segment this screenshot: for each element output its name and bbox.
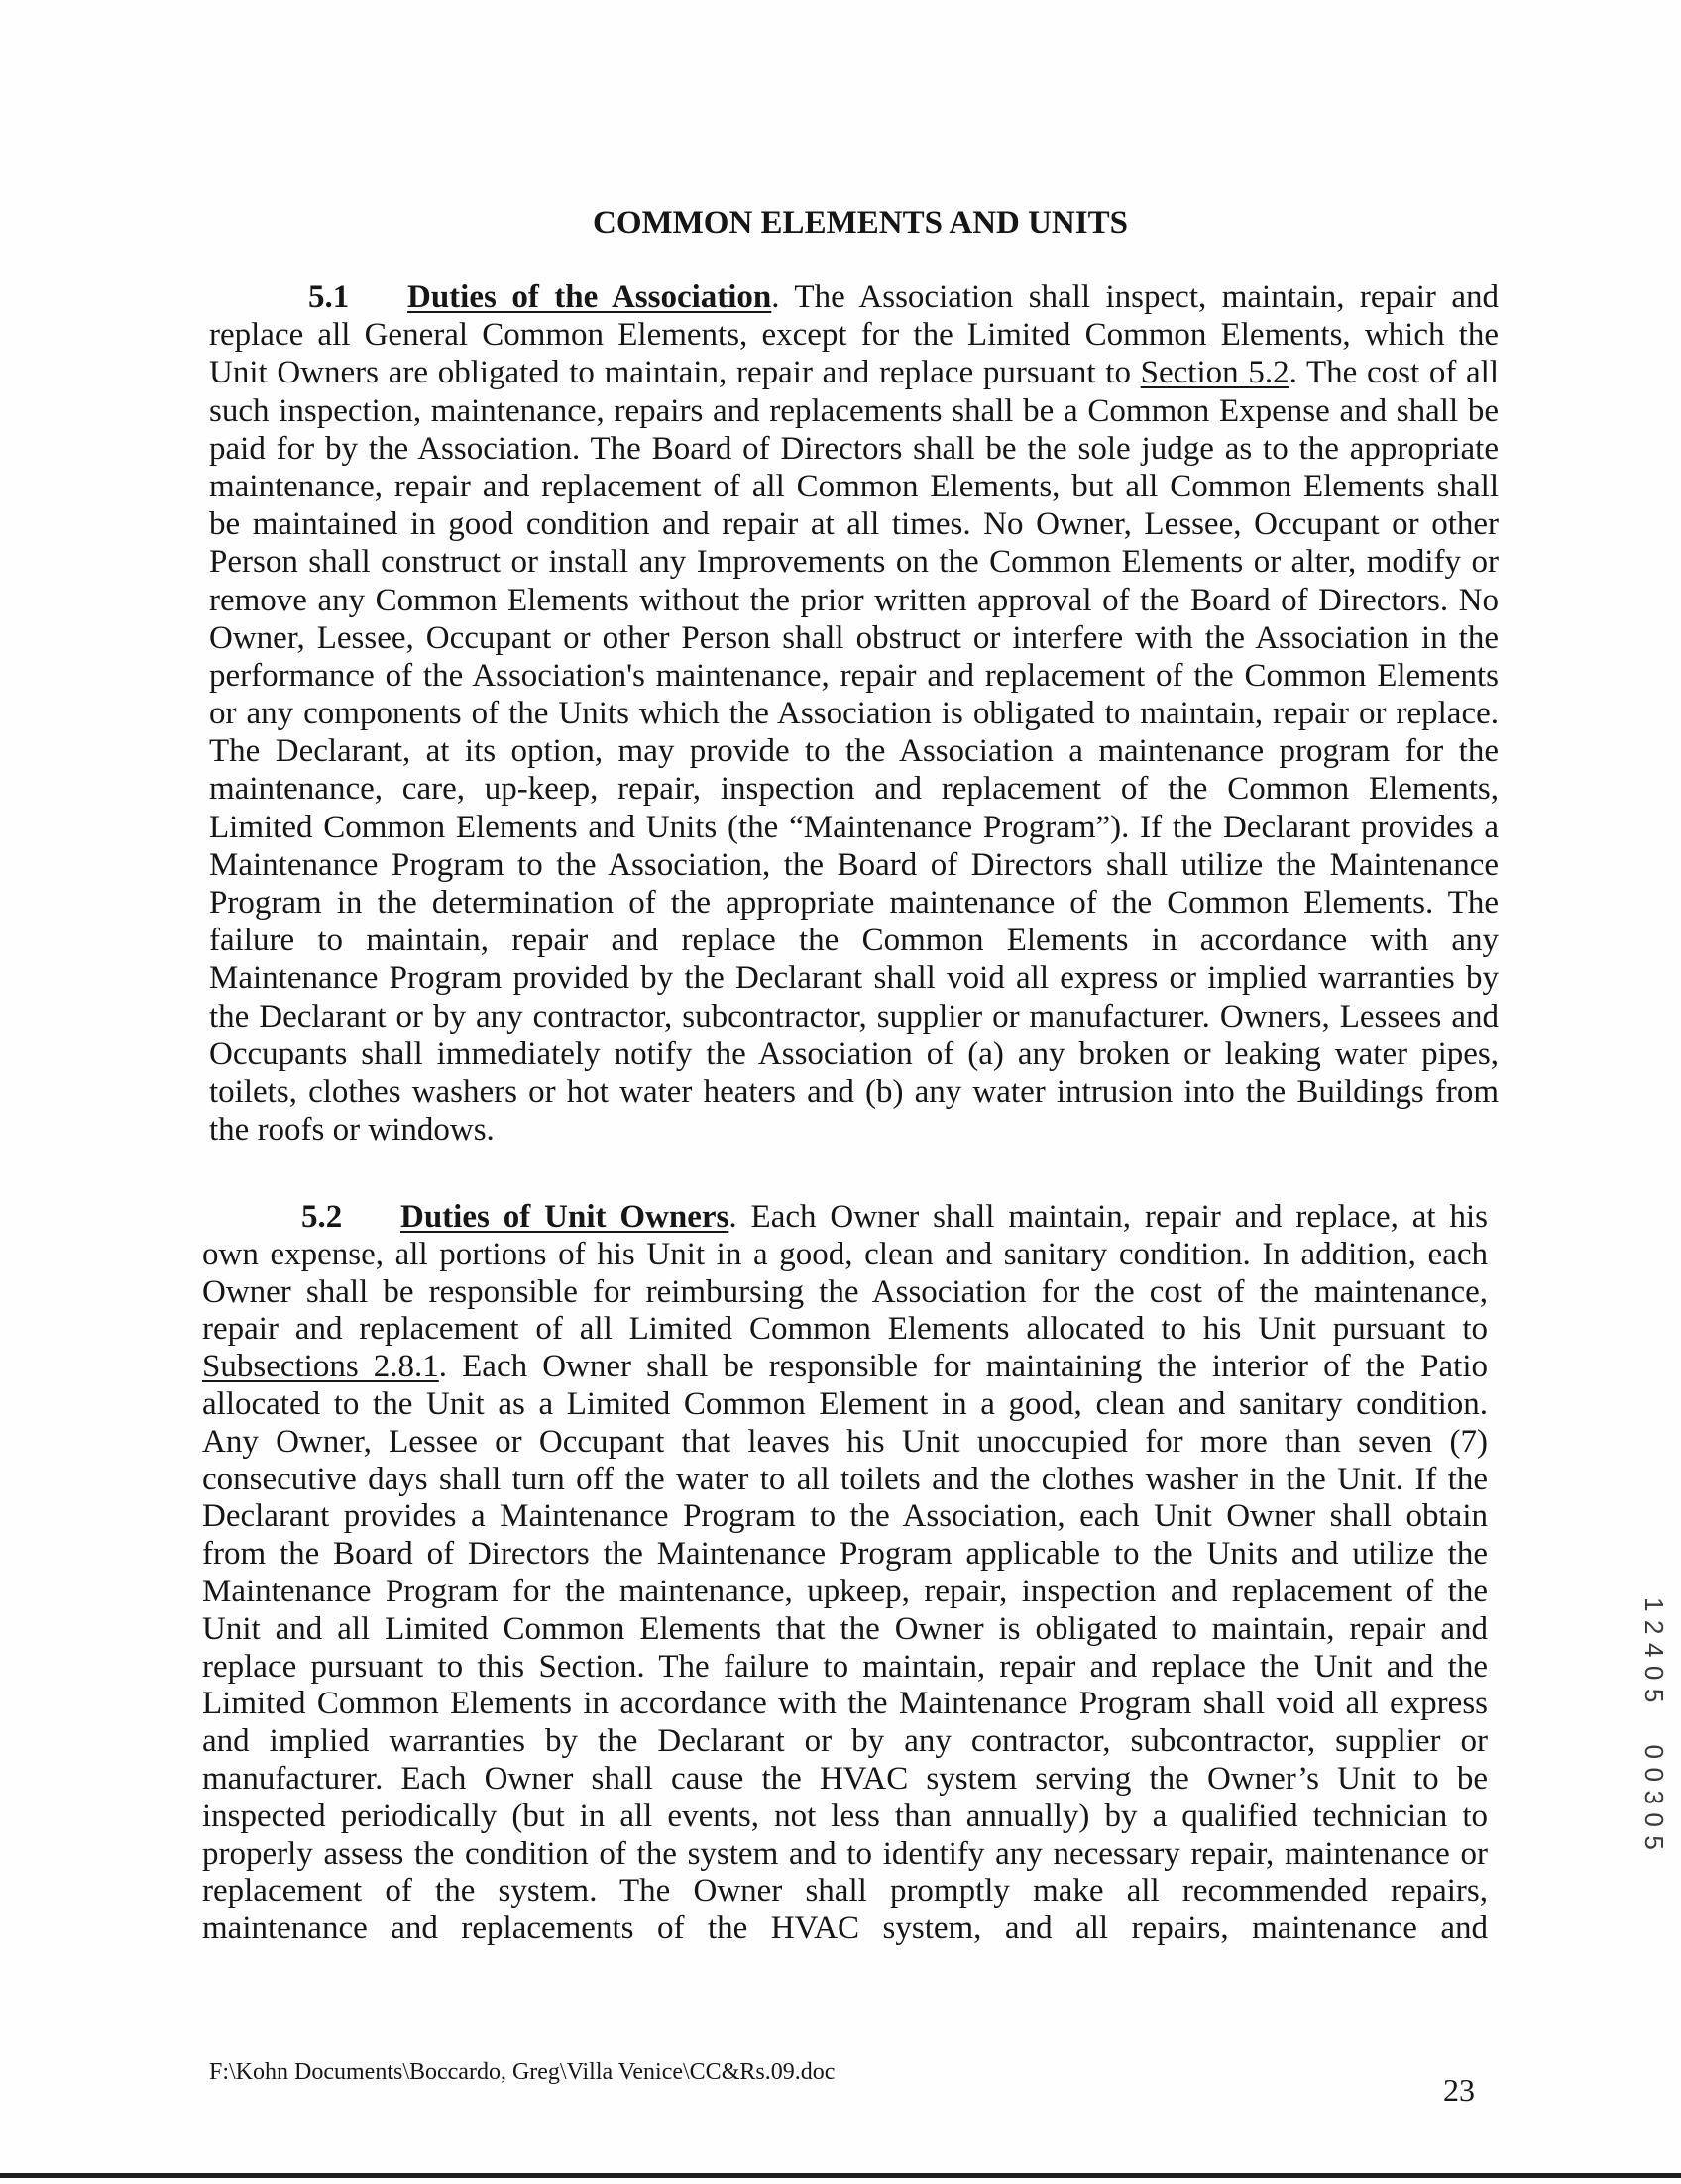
text-line: Maintenance Program for the maintenance, upkeep, repair, inspection and replacement of the [202,1573,1488,1609]
text-line: maintenance, repair and replacement of all Common Elements, but all Common Elements shall [209,468,1499,504]
text-line: Program in the determination of the appropriate maintenance of the Common Elements. The [209,885,1499,921]
text-line: Person shall construct or install any Improvements on the Common Elements or alter, modify or [209,544,1499,581]
text-run: . The cost of all [1289,355,1499,391]
text-line: remove any Common Elements without the prior written approval of the Board of Directors. No [209,582,1499,618]
text-line: the roofs or windows. [209,1112,495,1148]
text-line [202,1199,1488,1237]
text-line: replace pursuant to this Section. The failure to maintain, repair and replace the Unit and the [202,1648,1488,1685]
text-line: performance of the Association's maintenance, repair and replacement of the Common Elements [209,657,1499,694]
text-run: . Each Owner shall be responsible for maintaining the interior of the Patio [438,1349,1489,1385]
text-run: Unit Owners are obligated to maintain, repair and replace pursuant to [209,355,1141,391]
text-line [209,278,1499,316]
text-line: from the Board of Directors the Maintenance Program applicable to the Units and utilize the [202,1536,1488,1573]
text-line: The Declarant, at its option, may provide to the Association a maintenance program for the [209,733,1499,770]
section-5-2 [202,1199,1488,1948]
text-line: Any Owner, Lessee or Occupant that leaves his Unit unoccupied for more than seven (7) [202,1423,1488,1460]
text-line: Limited Common Elements and Units (the “Maintenance Program”). If the Declarant provides a [209,809,1499,845]
section-heading: Duties of Unit Owners [400,1199,729,1235]
text-line: Limited Common Elements in accordance with the Maintenance Program shall void all express [202,1686,1488,1722]
page-number: 23 [1443,2072,1475,2108]
text-line: own expense, all portions of his Unit in a good, clean and sanitary condition. In addition, each [202,1236,1488,1272]
recording-number-stamp: 12405 00305 [1639,1597,1669,1859]
text-line: and implied warranties by the Declarant or by any contractor, subcontractor, supplier or [202,1723,1488,1760]
text-line: replacement of the system. The Owner shall promptly make all recommended repairs, [202,1873,1488,1910]
text-line [209,354,1499,391]
text-line: replace all General Common Elements, except for the Limited Common Elements, which the [209,317,1499,354]
cross-reference: Subsections 2.8.1 [202,1349,439,1385]
text-line: properly assess the condition of the system and to identify any necessary repair, maintenance or [202,1835,1488,1872]
text-line: maintenance and replacements of the HVAC system, and all repairs, maintenance and [202,1911,1488,1947]
text-line: Declarant provides a Maintenance Program to the Association, each Unit Owner shall obtain [202,1498,1488,1535]
footer-file-path: F:\Kohn Documents\Boccardo, Greg\Villa Venice\CC&Rs.09.doc [209,2059,836,2085]
cross-reference: Section 5.2 [1140,355,1289,391]
text-run: . The Association shall inspect, maintain, repair and [771,279,1499,315]
text-line: the Declarant or by any contractor, subcontractor, supplier or manufacturer. Owners, Lessees and [209,998,1499,1035]
section-number: 5.2 [301,1199,343,1235]
text-line: Maintenance Program provided by the Declarant shall void all express or implied warranties by [209,960,1499,997]
text-line: inspected periodically (but in all events, not less than annually) by a qualified technician to [202,1798,1488,1834]
text-line: Occupants shall immediately notify the Association of (a) any broken or leaking water pipes, [209,1036,1499,1072]
text-line: paid for by the Association. The Board of Directors shall be the sole judge as to the appropriate [209,430,1499,467]
text-line: Unit and all Limited Common Elements that the Owner is obligated to maintain, repair and [202,1610,1488,1647]
text-line: or any components of the Units which the Association is obligated to maintain, repair or replace. [209,696,1499,732]
scan-edge-line [0,2173,1681,2178]
text-line: Owner, Lessee, Occupant or other Person shall obstruct or interfere with the Association in the [209,619,1499,656]
section-heading: Duties of the Association [407,279,772,315]
text-line: Maintenance Program to the Association, the Board of Directors shall utilize the Maintenance [209,846,1499,883]
section-number: 5.1 [308,279,350,315]
text-line [202,1349,1488,1386]
text-line: repair and replacement of all Limited Common Elements allocated to his Unit pursuant to [202,1311,1488,1348]
text-line: toilets, clothes washers or hot water heaters and (b) any water intrusion into the Buildings from [209,1073,1499,1110]
text-line: failure to maintain, repair and replace the Common Elements in accordance with any [209,923,1499,959]
section-5-1 [209,278,1499,1148]
text-line: consecutive days shall turn off the water to all toilets and the clothes washer in the Unit. If the [202,1461,1488,1497]
page-title: COMMON ELEMENTS AND UNITS [593,205,1128,241]
text-line: such inspection, maintenance, repairs and replacements shall be a Common Expense and shall be [209,392,1499,429]
text-line: be maintained in good condition and repair at all times. No Owner, Lessee, Occupant or other [209,506,1499,543]
text-run: . Each Owner shall maintain, repair and replace, at his [728,1199,1488,1235]
text-line: Owner shall be responsible for reimbursing the Association for the cost of the maintenance, [202,1273,1488,1310]
text-line: maintenance, care, up-keep, repair, inspection and replacement of the Common Elements, [209,771,1499,808]
text-line: allocated to the Unit as a Limited Common Element in a good, clean and sanitary condition. [202,1385,1488,1422]
text-line: manufacturer. Each Owner shall cause the HVAC system serving the Owner’s Unit to be [202,1760,1488,1797]
